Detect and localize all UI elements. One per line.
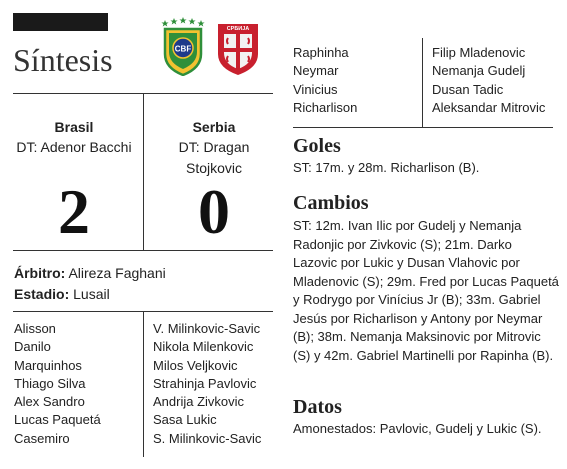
list-item: Filip Mladenovic xyxy=(432,45,526,60)
referee-value: Alireza Faghani xyxy=(68,265,166,281)
changes-title: Cambios xyxy=(293,192,369,214)
team-home-name: Brasil xyxy=(54,119,94,135)
page-title: Síntesis xyxy=(13,42,113,78)
lineup-serbia-part1 xyxy=(153,320,261,448)
stadium-line xyxy=(14,284,110,304)
goals-title: Goles xyxy=(293,135,341,157)
list-item: S. Milinkovic-Savic xyxy=(153,430,262,446)
team-away-dt: DT: Dragan Stojkovic xyxy=(178,139,250,176)
list-item: Andrija Zivkovic xyxy=(153,394,245,410)
list-item: Thiago Silva xyxy=(14,375,86,391)
list-item: Lucas Paquetá xyxy=(14,412,101,428)
team-home-dt: DT: Adenor Bacchi xyxy=(16,139,132,155)
changes-text: ST: 12m. Ivan Ilic por Gudelj y Nemanja Radonjic por Zivkovic (S); 21m. Darko Lazovic por Lukic y Dusan Vlahovic por Mladenovic (S); 29m. Fred por Lucas Paquetá y Rodrygo por Vinícius Jr (B); 33m. Gabriel Jesús por Richarlison y Antony por Neymar (B); 38m. Nemanja Maksinovic por Mitrovic (S) y 42m. Gabriel Martinelli por Rapinha (B). xyxy=(293,218,559,363)
divider xyxy=(143,311,144,457)
list-item: Dusan Tadic xyxy=(432,81,504,97)
score-away: 0 xyxy=(198,176,230,247)
divider xyxy=(143,93,144,250)
list-item: Nikola Milenkovic xyxy=(153,339,254,355)
referee-line xyxy=(14,263,166,283)
team-away xyxy=(150,118,278,179)
team-away-name: Serbia xyxy=(192,119,236,135)
team-home xyxy=(10,118,138,158)
divider xyxy=(13,250,273,251)
list-item: Richarlison xyxy=(293,99,358,115)
score-home: 2 xyxy=(58,176,90,247)
header-black-bar xyxy=(13,13,108,31)
list-item: Alisson xyxy=(14,321,56,336)
list-item: Marquinhos xyxy=(14,357,82,373)
goals-text: ST: 17m. y 28m. Richarlison (B). xyxy=(293,160,480,175)
list-item: Danilo xyxy=(14,339,51,355)
brasil-crest-icon xyxy=(160,16,206,76)
list-item: Sasa Lukic xyxy=(153,412,217,428)
svg-text:CBF: CBF xyxy=(174,44,192,54)
list-item: Aleksandar Mitrovic xyxy=(432,99,546,115)
lineup-brasil-part1 xyxy=(14,320,101,448)
svg-text:СРБИЈА: СРБИЈА xyxy=(226,26,250,32)
lineup-serbia-part2 xyxy=(432,44,545,117)
referee-label: Árbitro: xyxy=(14,265,66,281)
lineup-brasil-part2 xyxy=(293,44,357,117)
list-item: Strahinja Pavlovic xyxy=(153,375,257,391)
list-item: Neymar xyxy=(293,63,339,79)
data-title: Datos xyxy=(293,396,342,418)
stadium-label: Estadio: xyxy=(14,286,70,302)
list-item: Vinicius xyxy=(293,81,338,97)
stadium-value: Lusail xyxy=(73,286,110,302)
data-text: Amonestados: Pavlovic, Gudelj y Lukic (S). xyxy=(293,421,542,436)
list-item: Casemiro xyxy=(14,430,70,446)
divider xyxy=(293,127,553,128)
list-item: V. Milinkovic-Savic xyxy=(153,321,261,336)
list-item: Raphinha xyxy=(293,45,349,60)
divider xyxy=(422,38,423,127)
list-item: Milos Veljkovic xyxy=(153,357,238,373)
list-item: Alex Sandro xyxy=(14,394,85,410)
list-item: Nemanja Gudelj xyxy=(432,63,526,79)
serbia-crest-icon xyxy=(215,16,261,76)
